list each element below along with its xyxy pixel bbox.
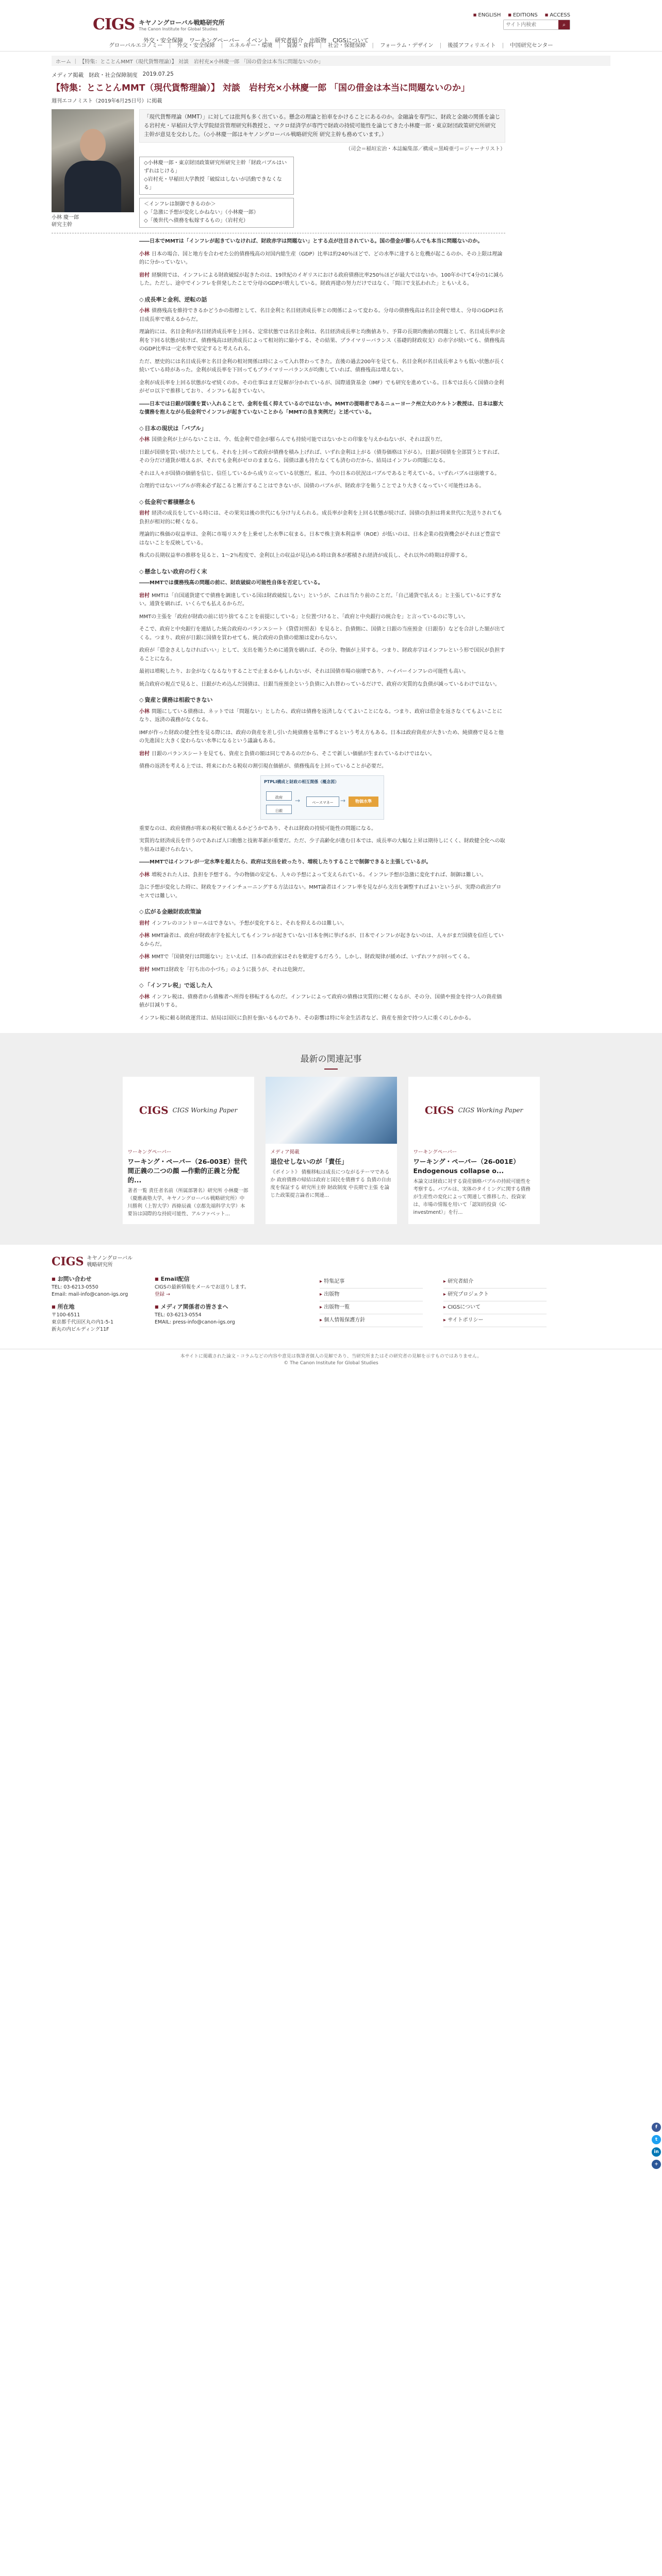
author-name: 小林 慶一郎 bbox=[52, 215, 79, 221]
figure-diagram bbox=[260, 775, 384, 820]
global-nav bbox=[143, 36, 369, 44]
speaker-name: 岩村 bbox=[139, 967, 150, 973]
body-paragraph bbox=[139, 825, 505, 834]
footer-links-b bbox=[443, 1276, 547, 1333]
portrait-block bbox=[52, 109, 134, 229]
category-energy[interactable]: エネルギー・環境 bbox=[229, 42, 273, 48]
footer-address-line: 東京都千代田区丸の内1-5-1 bbox=[52, 1319, 113, 1325]
paragraph-text: IMFが作った財政の健全性を見る際には、政府の資産を差し引いた純債務を基準にするという考え方もある。日本は政府資産が大きいため、純債務で見ると他の先進国と大きく変わらない水準になるという議論もある。 bbox=[139, 730, 504, 744]
footer-link[interactable]: ▸ 出版物一覧 bbox=[320, 1301, 423, 1314]
facebook-icon[interactable]: f bbox=[652, 2123, 661, 2132]
body-paragraph bbox=[139, 932, 505, 949]
card-description: 著者一覧 責任者名前（所属部署名）研究所 小林慶一郎（慶應義塾大学、キヤノングローバル戦略研究所）中川勝利（上智大学）西條辰義（京都先端科学大学）本要旨は国際的な持続可能性、アルファベット... bbox=[127, 1188, 249, 1217]
card-thumbnail bbox=[408, 1077, 540, 1144]
footer-contact-email[interactable]: Email: mail-info@canon-igs.org bbox=[52, 1292, 128, 1297]
separator: | bbox=[320, 42, 322, 48]
section-heading: ◇ 低金利で蓄積懸念も bbox=[139, 498, 505, 507]
interviewer-question: ――日本では日銀が国債を買い入れることで、金利を低く抑えているのではないか。MMTの提唱者であるニューヨーク州立大のケルトン教授は、日本は膨大な債務を抱えながら低金利でインフレが起きていないことから「MMTの良き実例だ」と述べている。 bbox=[139, 401, 504, 415]
footer-link[interactable]: ▸ 特集記事 bbox=[320, 1276, 423, 1289]
article bbox=[52, 71, 505, 1023]
section-heading: ◇ 「インフレ税」で返した人 bbox=[139, 981, 505, 990]
thumb-label: CIGS Working Paper bbox=[458, 1107, 523, 1114]
footer-address-zip: 〒100-6511 bbox=[52, 1312, 80, 1318]
author-portrait bbox=[52, 109, 134, 212]
footer-newsletter-link[interactable]: 登録 → bbox=[155, 1292, 170, 1297]
body-paragraph bbox=[139, 625, 505, 642]
paragraph-text: 日銀のバランスシートを見ても、資産と負債の額は同じであるのだから、そこで新しい価値が生まれているわけではない。 bbox=[152, 751, 435, 757]
footer-logo-text bbox=[87, 1255, 133, 1268]
footer-link[interactable]: ▸ 出版物 bbox=[320, 1289, 423, 1301]
category-global-economy[interactable]: グローバルエコノミー bbox=[109, 42, 163, 48]
toc-box-line: ◇「後世代へ債務を転嫁するもの」（岩村充） bbox=[144, 218, 249, 224]
related-card[interactable] bbox=[266, 1077, 397, 1224]
lead-text bbox=[139, 109, 505, 229]
body-paragraph bbox=[139, 993, 505, 1010]
body-paragraph bbox=[139, 966, 505, 975]
related-cards bbox=[0, 1077, 662, 1224]
paragraph-text: 急に予想が変化した時に、財政をファインチューニングする方法はない。MMT論者はインフレ率を見ながら支出を調整すればよいというが、実際の政治プロセスでは難しい。 bbox=[139, 885, 502, 899]
paragraph-text: 日銀が国債を買い続けたとしても、それを上回って政府が債務を積み上げれば、いずれ金利は上がる（債券価格は下がる）。日銀が国債を全部買うとすれば、その分だけ通貨が増えるが、それでも金利がゼロのままなら、国債は誰も持たなくても済むのだから、結局はインフレの問題になる。 bbox=[139, 449, 503, 464]
toc-box-line: ＜インフレは制御できるのか＞ bbox=[144, 201, 216, 207]
paragraph-text: 債務の返済を考える上では、将来にわたる税収の割引現在価値が、債務残高を上回っていることが必要だ。 bbox=[139, 764, 387, 769]
related-card[interactable] bbox=[123, 1077, 254, 1224]
share-icon[interactable]: + bbox=[652, 2160, 661, 2169]
paragraph-text: 問題にしている債務は、ネットでは「問題ない」としたら、政府は債務を返済しなくてよいことになる。つまり、政府は借金を返さなくてもよいことになり、返済の義務がなくなる。 bbox=[139, 708, 502, 723]
body-paragraph bbox=[139, 436, 505, 445]
footer-grid bbox=[52, 1276, 610, 1333]
category-forum-design[interactable]: フォーラム・デザイン bbox=[379, 42, 434, 48]
toc-box-line: ◇「急激に予想が変化しかねない」（小林慶一郎） bbox=[144, 210, 259, 215]
footer-logo[interactable] bbox=[52, 1255, 662, 1268]
card-thumbnail bbox=[123, 1077, 254, 1144]
article-subcategory[interactable]: 財政・社会保障制度 bbox=[89, 72, 138, 78]
footer-address-line: 新丸の内ビルディング11F bbox=[52, 1327, 109, 1332]
speaker-name: 小林 bbox=[139, 308, 150, 314]
breadcrumb: ホーム ｜ 【特集：とことんMMT（現代貨幣理論）】 対談 岩村充×小林慶一郎 「国の借金は本当に問題ないのか」 bbox=[52, 56, 610, 66]
lead-credit: （司会＝稲垣宏治・本誌編集部／構成＝黒崎亜弓＝ジャーナリスト） bbox=[345, 146, 505, 152]
footer-links-a bbox=[320, 1276, 423, 1333]
diagram-highlight: 物価水準 bbox=[349, 796, 378, 807]
body-paragraph bbox=[139, 1014, 505, 1023]
body-paragraph bbox=[139, 328, 505, 354]
paragraph-text: 理論的に株価の収益率は、金利に市場リスクを上乗せした水準に収まる。日本で株主資本利益率（ROE）が低いのは、日本企業の投資機会がそれほど豊富ではないことを反映している。 bbox=[139, 532, 501, 546]
paragraph-text: 金利が成長率を上回る状態がなぜ続くのか。その仕事はまだ見解が分かれているが、国際通貨基金（IMF）でも研究を進めている。日本では長らく国債の金利がゼロ以下で推移しており、インフレも起きていない。 bbox=[139, 380, 504, 394]
paragraph-text: 経験則では、インフレによる財政破綻が起きたのは、19世紀のイギリスにおける政府債務比率250％ほどが最大ではないか。100年かけて4分の1に減らした。ただし、途中でインフレを併発したことで分母のGDPが増大している。財政再建の努力だけではなく、「間口で支払われた」ともいえる。 bbox=[139, 272, 504, 286]
body-paragraph bbox=[139, 953, 505, 962]
section-heading: ◇ 成長率と金利、逆転の話 bbox=[139, 296, 505, 304]
interviewer-question: ――MMTではインフレが一定水準を超えたら、政府は支出を絞ったり、増税したりすることで制御できると主張しているが。 bbox=[139, 859, 432, 865]
diagram-box: ベースマネー bbox=[306, 796, 339, 807]
portrait-suit bbox=[64, 161, 121, 212]
speaker-name: 岩村 bbox=[139, 751, 150, 757]
footer-newsletter-title: ■ Email配信 bbox=[155, 1276, 289, 1283]
speaker-name: 小林 bbox=[139, 437, 150, 443]
paragraph-text: そこで、政府と中央銀行を連結した統合政府のバランスシート（貸借対照表）を見ると、負債側に、国債と日銀の当座預金（日銀券）などを合計した額が出てくる。つまり、政府が日銀に国債を買わせても、統合政府の負債の総額は変わらない。 bbox=[139, 626, 505, 641]
speaker-name: 小林 bbox=[139, 251, 150, 257]
card-description: 本論文は財政に対する資産価格バブルの持続可能性を考察する。バブルは、実体のタイミングに関する債務が生産性の変化によって関連して推移した、投資家は、市場の情報を用いて「認知的投資（C-investment）」を行... bbox=[413, 1179, 531, 1215]
paragraph-text: 日本の場合、国と地方を合わせた公的債務残高の対国内総生産（GDP）比率は約240％ほどで、どの水準に達すると危機が起こるのか、その上限は理論的に分かっていない。 bbox=[139, 251, 503, 265]
body-paragraph bbox=[139, 552, 505, 561]
separator: | bbox=[278, 42, 280, 48]
logo-mark: CIGS bbox=[93, 15, 135, 33]
search-icon: ⌕ bbox=[562, 22, 566, 28]
body-paragraph bbox=[139, 708, 505, 725]
footer-link[interactable]: ▸ サイトポリシー bbox=[443, 1314, 547, 1327]
body-paragraph bbox=[139, 307, 505, 324]
body-paragraph bbox=[139, 531, 505, 548]
body-paragraph bbox=[139, 837, 505, 854]
footer-contact-tel: TEL: 03-6213-0550 bbox=[52, 1284, 98, 1290]
footer-media-tel: TEL: 03-6213-0554 bbox=[155, 1312, 202, 1318]
arrow-right-icon: → bbox=[295, 796, 301, 804]
section-heading: ◇ 資産と債務は相殺できない bbox=[139, 696, 505, 705]
footer-link[interactable]: ▸ CIGSについて bbox=[443, 1301, 547, 1314]
footer-contact bbox=[52, 1276, 155, 1333]
nav-item-security[interactable]: 外交・安全保障 bbox=[143, 37, 183, 44]
speaker-name: 小林 bbox=[139, 872, 150, 878]
footer-bottom bbox=[0, 1349, 662, 1374]
speakers-box-line: ◇岩村充・早稲田大学教授「破綻はしないが活動できなくなる」 bbox=[144, 177, 282, 191]
card-category: ワーキングペーパー bbox=[413, 1149, 457, 1155]
card-description: 《ポイント》 債権移転は成長につながるテーマであるか 政府債務の帰結は政府と国民を債務する 負債の自由度を保証する 研究所主幹 財政制度 中長期で主張 を論じた政策提言論者に関連... bbox=[270, 1170, 391, 1198]
body-paragraph bbox=[139, 762, 505, 771]
paragraph-text: それは人々が国債の価値を信じ、信任しているから成り立っている状態だ。私は、今の日本の状況はバブルであると考えている。いずれバブルは崩壊する。 bbox=[139, 470, 500, 477]
paragraph-text: 経済の成長をしている時には、その果実は後の世代にも分け与えられる。成長率が金利を上回る状態が続けば、国債の負担は将来世代に先送りされても負担が相対的に軽くなる。 bbox=[139, 511, 502, 525]
article-category[interactable]: メディア掲載 bbox=[52, 72, 84, 78]
paragraph-text: 重要なのは、政府債務が将来の税収で賄えるかどうかであり、それは財政の持続可能性の問題になる。 bbox=[139, 825, 376, 832]
category-social-security[interactable]: 社会・保健保障 bbox=[327, 42, 366, 48]
site-header bbox=[0, 14, 662, 44]
body-paragraph bbox=[139, 510, 505, 527]
category-resources[interactable]: 資源・食料 bbox=[286, 42, 314, 48]
footer-logo-mark: CIGS bbox=[52, 1255, 84, 1268]
paragraph-text: 合理的ではないバブルが将来必ず起こると断言することはできないが、国債のバブルが、財政赤字を賄うことでより大きくなっていく可能性はある。 bbox=[139, 483, 485, 489]
footer-media-title: ■ メディア関係者の皆さまへ bbox=[155, 1303, 289, 1311]
body-paragraph bbox=[139, 668, 505, 676]
editions-link[interactable]: ■ EDITIONS bbox=[508, 12, 537, 18]
card-category: メディア掲載 bbox=[270, 1149, 300, 1155]
top-bar bbox=[0, 0, 662, 18]
paragraph-text: インフレ税は、債務者から債権者へ所得を移転するものだ。インフレによって政府の債務は実質的に軽くなるが、その分、国債や預金を持つ人の資産価値が目減りする。 bbox=[139, 994, 502, 1008]
nav-item-publications[interactable]: 出版物 bbox=[309, 37, 327, 44]
separator: | bbox=[372, 42, 374, 48]
paragraph-text: 最初は増税したり、お金がなくなるなりすることで止まるかもしれないが、それは国債市場の崩壊であり、ハイパーインフレの可能性も高い。 bbox=[139, 669, 469, 674]
paragraph-text: 理論的には、名目金利が名目経済成長率を上回る、定常状態では名目金利は、名目経済成長率と均衡値あり、予算の長期均衡値の問題として、名目成長率が金利を下回る状態が続けば、債務残高は経済成長によって相対的に縮小する、その結果、プライマリーバランス（基礎的財政収支）の赤字が続いても、債務残高のGDP比率は一定水準で安定すると考えられる。 bbox=[139, 329, 505, 352]
article-date: 2019.07.25 bbox=[142, 71, 174, 77]
logo-jp: キヤノングローバル戦略研究所 bbox=[139, 19, 225, 26]
card-thumbnail-photo bbox=[266, 1077, 397, 1144]
nav-item-events[interactable]: イベント bbox=[246, 37, 269, 44]
speaker-name: 小林 bbox=[139, 933, 150, 939]
body-paragraph bbox=[139, 358, 505, 375]
body-paragraph bbox=[139, 482, 505, 491]
paragraph-text: MMTで「国債発行は問題ない」といえば、日本の政治家はそれを歓迎するだろう。しかし、財政規律が緩めば、いずれツケが回ってくる。 bbox=[152, 954, 473, 960]
site-logo[interactable] bbox=[93, 15, 225, 33]
article-meta bbox=[52, 71, 505, 79]
copyright: © The Canon Institute for Global Studies bbox=[284, 1361, 378, 1366]
logo-text bbox=[139, 18, 224, 31]
speaker-name: 岩村 bbox=[139, 920, 150, 926]
cigs-logo-icon: CIGS bbox=[139, 1104, 169, 1116]
card-category: ワーキングペーパー bbox=[127, 1149, 172, 1155]
body-paragraph bbox=[139, 647, 505, 664]
body-paragraph bbox=[139, 272, 505, 289]
logo-en: The Canon Institute for Global Studies bbox=[139, 26, 218, 31]
speaker-name: 岩村 bbox=[139, 511, 150, 516]
footer-logo-line: 戦略研究所 bbox=[87, 1262, 113, 1268]
body-paragraph bbox=[139, 920, 505, 928]
section-heading: ◇ 日本の現状は「バブル」 bbox=[139, 425, 505, 433]
article-source: 週刊エコノミスト（2019年6月25日号）に掲載 bbox=[52, 98, 162, 104]
article-title: 【特集：とことんMMT（現代貨幣理論）】 対談 岩村充×小林慶一郎 「国の借金は本当に問題ないのか」 bbox=[52, 83, 470, 93]
interviewer-question: ――日本でMMTは「インフレが起きていなければ、財政赤字は問題ない」とする点が注目されている。国の借金が膨らんでも本当に問題ないのか。 bbox=[139, 239, 483, 244]
speakers-box bbox=[139, 157, 294, 195]
footer-link[interactable]: ▸ 研究プロジェクト bbox=[443, 1289, 547, 1301]
nav-item-researchers[interactable]: 研究者紹介 bbox=[275, 37, 304, 44]
body-paragraph bbox=[139, 750, 505, 759]
body-paragraph bbox=[139, 681, 505, 689]
body-paragraph bbox=[139, 470, 505, 479]
search-box bbox=[503, 20, 570, 30]
body-paragraph bbox=[139, 613, 505, 622]
paragraph-text: インフレのコントロールはできない。予想が変化すると、それを抑えるのは難しい。 bbox=[152, 920, 347, 926]
footer-link[interactable]: ▸ 個人情報保護方針 bbox=[320, 1314, 423, 1327]
card-title[interactable]: ワーキング・ペーパー（26-001E）Endogenous collapse o... bbox=[413, 1158, 520, 1175]
body-paragraph bbox=[139, 592, 505, 609]
body-paragraph bbox=[139, 379, 505, 396]
related-articles bbox=[0, 1033, 662, 1245]
body-paragraph bbox=[139, 449, 505, 466]
section-heading: ◇ 広がる金融財政政策論 bbox=[139, 908, 505, 917]
related-heading: 最新の関連記事 bbox=[0, 1052, 662, 1070]
related-card[interactable] bbox=[408, 1077, 540, 1224]
search-input[interactable] bbox=[504, 20, 558, 29]
separator: | bbox=[439, 42, 442, 48]
card-title[interactable]: 退位せしないのが「責任」 bbox=[270, 1158, 348, 1165]
paragraph-text: MMTの主張を「政府が財政の前に切り捨てることを前提にしている」と位置づけると、「政府と中央銀行の統合を」と言っているのに等しい。 bbox=[139, 614, 469, 620]
footer-address-title: ■ 所在地 bbox=[52, 1303, 155, 1311]
speakers-box-line: ◇小林慶一郎・東京財団政策研究所研究主幹「財政バブルはいずれはじける」 bbox=[144, 160, 287, 174]
category-security[interactable]: 外交・安全保障 bbox=[177, 42, 215, 48]
footer-contact-title: ■ お問い合わせ bbox=[52, 1276, 155, 1283]
toc-box bbox=[139, 198, 294, 228]
site-footer bbox=[0, 1245, 662, 1374]
body-paragraph bbox=[139, 871, 505, 880]
diagram-box: 日銀 bbox=[266, 805, 292, 814]
twitter-icon[interactable]: t bbox=[652, 2135, 661, 2144]
paragraph-text: インフレ税に頼る財政運営は、結局は国民に負担を強いるものであり、その影響は特に年金生活者など、資産を預金で持つ人に重くのしかかる。 bbox=[139, 1015, 474, 1021]
paragraph-text: ただ、歴史的には名目成長率と名目金利の相対関係は時によって入れ替わってきた。直後の過去200年を見ても、名目金利が名目成長率よりも低い状態が長く続いている時があった。金利が成長率を下回ってもプライマリーバランスが均衡していれば、債務残高は増えない。 bbox=[139, 359, 505, 373]
english-link[interactable]: ■ ENGLISH bbox=[473, 12, 501, 18]
author-title: 研究主幹 bbox=[52, 222, 72, 228]
diagram-title: PTPLI構成と財政の相互関係（概念図） bbox=[264, 779, 339, 784]
separator: | bbox=[169, 42, 171, 48]
thumb-label: CIGS Working Paper bbox=[172, 1107, 238, 1114]
speaker-name: 岩村 bbox=[139, 592, 150, 599]
speaker-name: 小林 bbox=[139, 708, 150, 715]
nav-item-about[interactable]: CIGSについて bbox=[333, 37, 369, 44]
access-link[interactable]: ■ ACCESS bbox=[545, 12, 570, 18]
category-china-center[interactable]: 中国研究センター bbox=[510, 42, 553, 48]
paragraph-text: MMTは財政を「打ち出の小づち」のように扱うが、それは危険だ。 bbox=[152, 967, 308, 973]
linkedin-icon[interactable]: in bbox=[652, 2147, 661, 2157]
category-affiliate[interactable]: 後援アフィリエイト bbox=[448, 42, 496, 48]
paragraph-text: 増税された人は、負担を予想する。今の物価の安定も、人々の予想によって支えられている。インフレ予想が急激に変化すれば、制御は難しい。 bbox=[152, 872, 487, 878]
arrow-right-icon: → bbox=[340, 796, 346, 804]
lead-section bbox=[52, 109, 505, 229]
paragraph-text: 株式の長期収益率の推移を見ると、1～2％程度で、金利以上の収益が見込める時は資本が蓄積され経済が成長し、それ以外の時期は停滞する。 bbox=[139, 553, 471, 558]
diagram-box: 政府 bbox=[266, 791, 292, 801]
paragraph-text: 統合政府の視点で見ると、日銀がため込んだ国債は、日銀当座預金という負債に入れ替わっているだけで、政府の実質的な負債が減っているわけではない。 bbox=[139, 681, 500, 687]
nav-item-working-paper[interactable]: ワーキングペーパー bbox=[189, 37, 240, 44]
speaker-name: 小林 bbox=[139, 954, 150, 960]
speaker-name: 小林 bbox=[139, 994, 150, 1000]
search-button[interactable] bbox=[558, 20, 570, 29]
separator: | bbox=[221, 42, 223, 48]
portrait-caption bbox=[52, 214, 134, 229]
body-paragraph bbox=[139, 884, 505, 901]
footer-logo-line: キヤノングローバル bbox=[87, 1256, 133, 1261]
footer-notice: 本サイトに掲載された論文・コラムなどの内容や意見は執筆者個人の見解であり、当研究所またはその研究者の見解を示すものではありません。 bbox=[180, 1354, 482, 1359]
paragraph-text: 債務残高を維持できるかどうかの指標として、名目金利と名目経済成長率との関係によって変わる。分母の債務残高は名目金利で増え、分母のGDPは名目成長率で増えるからだ。 bbox=[139, 308, 503, 323]
footer-media-email[interactable]: EMAIL: press-info@canon-igs.org bbox=[155, 1319, 235, 1325]
paragraph-text: MMT論者は、政府が財政赤字を拡大してもインフレが起きていない日本を例に挙げるが、日本でインフレが起きないのは、人々がまだ国債を信任しているからだ。 bbox=[139, 933, 504, 947]
body-paragraph bbox=[139, 250, 505, 267]
body-paragraph bbox=[139, 729, 505, 746]
article-body bbox=[139, 238, 505, 1023]
paragraph-text: 政府が「借金さえしなければいい」として、支出を賄うために通貨を刷れば、その分、物価が上昇する。つまり、財政赤字はインフレという形で国民が負担することになる。 bbox=[139, 648, 505, 662]
paragraph-text: 実質的な経済成長を伴うのであれば人口動態と技術革新が重要だ。ただ、少子高齢化が進む日本では、成長率の大幅な上昇は期待しにくく、財政健全化への取り組みは避けられない。 bbox=[139, 838, 505, 853]
cigs-logo-icon: CIGS bbox=[424, 1104, 454, 1116]
footer-newsletter-desc: CIGSの最新情報をメールでお送りします。 bbox=[155, 1284, 250, 1290]
footer-newsletter bbox=[155, 1276, 289, 1333]
separator: | bbox=[502, 42, 504, 48]
footer-link[interactable]: ▸ 研究者紹介 bbox=[443, 1276, 547, 1289]
speaker-name: 岩村 bbox=[139, 272, 150, 278]
section-heading: ◇ 懸念しない政府の行く末 bbox=[139, 568, 505, 577]
card-title[interactable]: ワーキング・ペーパー（26-003E）世代間正義の二つの顔 ―作動的正義と分配的... bbox=[127, 1158, 247, 1184]
lead-paragraph: 「現代貨幣理論（MMT）」に対しては批判も多く出ている。懸念の理論と拍車をかけることにあるのか。金融論を専門に、財政と金融の関係を論じる岩村充・早稲田大学大学院経営管理研究科教授と、マクロ経済学が専門で財政の持続可能性を論じてきた小林慶一郎・東京財団政策研究所研究主幹が意見を交わした。（◇小林慶一郎はキヤノングローバル戦略研究所 研究主幹も務めています。） bbox=[139, 109, 505, 143]
paragraph-text: MMTは「自国通貨建てで債務を調達している国は財政破綻しない」というが、これは当たり前のことだ。「自己通貨で払える」と主張しているにすぎない。通貨を刷れば、いくらでも払えるからだ。 bbox=[139, 592, 502, 607]
paragraph-text: 国債金利が上がらないことは、今、低金利で借金が膨らんでも持続可能ではないかとの印象を与えかねないが、それは誤りだ。 bbox=[152, 437, 445, 443]
social-share bbox=[652, 2123, 661, 2169]
interviewer-question: ――MMTでは債務残高の問題の前に、財政破綻の可能性自体を否定している。 bbox=[139, 580, 323, 586]
portrait-face bbox=[80, 129, 106, 161]
